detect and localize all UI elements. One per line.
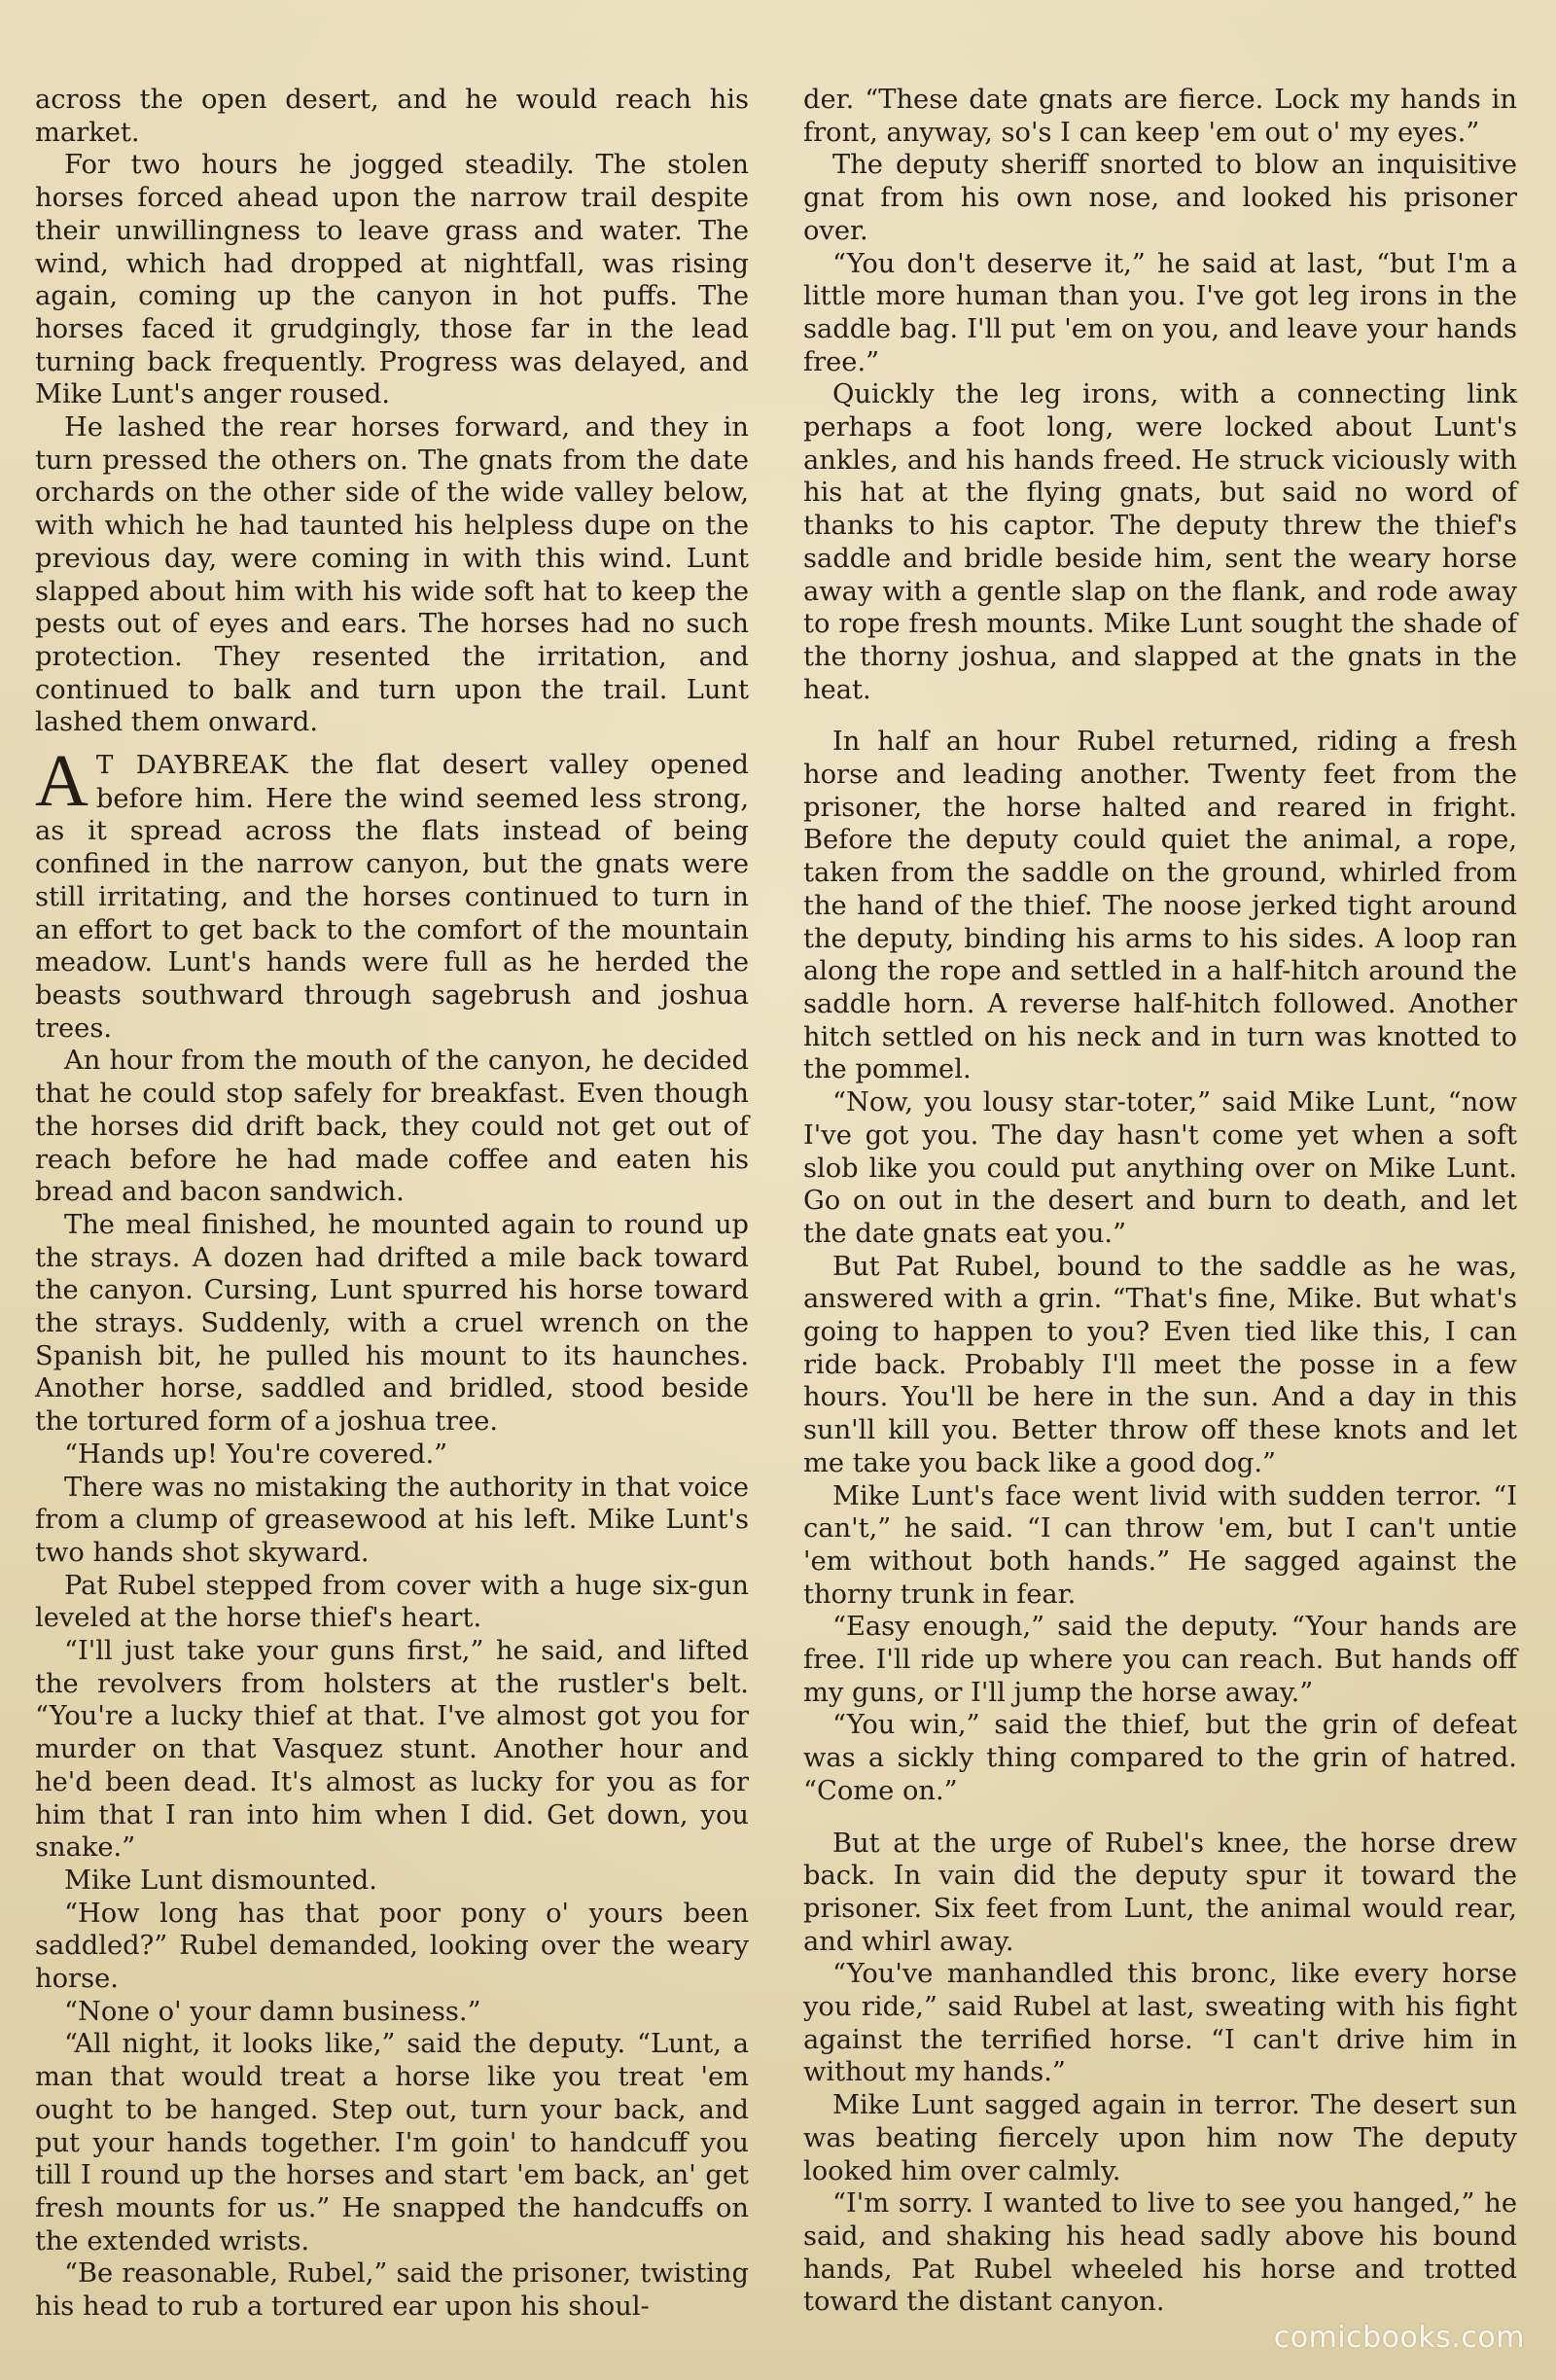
paragraph: “Be reasonable, Rubel,” said the prisoner, twisting his head to rub a tortured ear upon his shoul- xyxy=(35,2258,749,2323)
paragraph: Mike Lunt dismounted. xyxy=(64,1865,377,1896)
right-column xyxy=(803,84,1517,2324)
drop-cap: A xyxy=(35,740,88,823)
paragraph: “All night, it looks like,” said the deputy. “Lunt, a man that would treat a horse like you treat 'em ought to be hanged. Step out, turn your back, and put your hands together. I'm goin' to handcuff you till I round up the horses and start 'em back, an' get fresh mounts for us.” He snapped the handcuffs on the extended wrists. xyxy=(35,2029,749,2256)
paragraph: “How long has that poor pony o' yours been saddled?” Rubel demanded, looking over the weary horse. xyxy=(35,1898,749,1995)
paragraph: The deputy sheriff snorted to blow an inquisitive gnat from his own nose, and looked his prisoner over. xyxy=(803,150,1517,246)
section-opening-caps: T DAYBREAK xyxy=(95,751,289,781)
paragraph: An hour from the mouth of the canyon, he decided that he could stop safely for breakfast. Even though the horses did drift back, they could not get out of reach before he had made coffee and eaten his bread and bacon sandwich. xyxy=(35,1046,749,1208)
paragraph: Mike Lunt's face went livid with sudden terror. “I can't,” he said. “I can throw 'em, but I can't untie 'em without both hands.” He sagged against the thorny trunk in fear. xyxy=(803,1480,1517,1610)
paragraph: “You don't deserve it,” he said at last, “but I'm a little more human than you. I've got leg irons in the saddle bag. I'll put 'em on you, and leave your hands free.” xyxy=(803,248,1517,377)
paragraph: “You've manhandled this bronc, like every horse you ride,” said Rubel at last, sweating with his fight against the terrified horse. “I can't drive him in without my hands.” xyxy=(803,1959,1517,2088)
paragraph: “None o' your damn business.” xyxy=(64,1996,481,2027)
paragraph: “Hands up! You're covered.” xyxy=(64,1439,448,1470)
section-opening-text: the flat desert valley opened before him. Here the wind seemed less strong, as it spread across the flats instead of being confined in the narrow canyon, but the gnats were still irritating, and the horses continued to turn in an effort to get back to the comfort of the mountain meadow. Lunt's hands were full as he herded the beasts southward through sagebrush and joshua trees. xyxy=(35,750,749,1044)
left-column xyxy=(35,84,749,2324)
paragraph: In half an hour Rubel returned, riding a fresh horse and leading another. Twenty feet from the prisoner, the horse halted and reared in fright. Before the deputy could quiet the animal, a rope, taken from the saddle on the ground, whirled from the hand of the thief. The noose jerked tight around the deputy, binding his arms to his sides. A loop ran along the rope and settled in a half-hitch around the saddle horn. A reverse half-hitch followed. Another hitch settled on his neck and in turn was knotted to the pommel. xyxy=(803,727,1517,1085)
paragraph: “Now, you lousy star-toter,” said Mike Lunt, “now I've got you. The day hasn't come yet when a soft slob like you could put anything over on Mike Lunt. Go on out in the desert and burn to death, and let the date gnats eat you.” xyxy=(803,1087,1517,1249)
paragraph: For two hours he jogged steadily. The stolen horses forced ahead upon the narrow trail despite their unwillingness to leave grass and water. The wind, which had dropped at nightfall, was rising again, coming up the canyon in hot puffs. The horses faced it grudgingly, those far in the lead turning back frequently. Progress was delayed, and Mike Lunt's anger roused. xyxy=(35,150,749,410)
paragraph: “Easy enough,” said the deputy. “Your hands are free. I'll ride up where you can reach. But hands off my guns, or I'll jump the horse away.” xyxy=(803,1612,1517,1708)
paragraph: There was no mistaking the authority in that voice from a clump of greasewood at his left. Mike Lunt's two hands shot skyward. xyxy=(35,1472,749,1568)
paragraph: But at the urge of Rubel's knee, the horse drew back. In vain did the deputy spur it toward the prisoner. Six feet from Lunt, the animal would rear, and whirl away. xyxy=(803,1828,1517,1957)
paragraph: He lashed the rear horses forward, and they in turn pressed the others on. The gnats from the date orchards on the other side of the wide valley below, with which he had taunted his helpless dupe on the previous day, were coming in with this wind. Lunt slapped about him with his wide soft hat to keep the pests out of eyes and ears. The horses had no such protection. They resented the irritation, and continued to balk and turn upon the trail. Lunt lashed them onward. xyxy=(35,412,749,738)
paragraph: Quickly the leg irons, with a connecting link perhaps a foot long, were locked about Lunt's ankles, and his hands freed. He struck viciously with his hat at the flying gnats, but said no word of thanks to his captor. The deputy threw the thief's saddle and bridle beside him, sent the weary horse away with a gentle slap on the flank, and rode away to rope fresh mounts. Mike Lunt sought the shade of the thorny joshua, and slapped at the gnats in the heat. xyxy=(803,379,1517,705)
paragraph: der. “These date gnats are fierce. Lock my hands in front, anyway, so's I can keep 'em out o' my eyes.” xyxy=(803,85,1517,148)
paragraph: Pat Rubel stepped from cover with a huge six-gun leveled at the horse thief's heart. xyxy=(35,1570,749,1634)
paragraph: The meal finished, he mounted again to round up the strays. A dozen had drifted a mile back toward the canyon. Cursing, Lunt spurred his horse toward the strays. Suddenly, with a cruel wrench on the Spanish bit, he pulled his mount to its haunches. Another horse, saddled and bridled, stood beside the tortured form of a joshua tree. xyxy=(35,1209,749,1438)
paragraph: “You win,” said the thief, but the grin of defeat was a sickly thing compared to the grin of hatred. “Come on.” xyxy=(803,1710,1517,1806)
section-opening-paragraph xyxy=(35,740,749,1045)
paragraph: “I'm sorry. I wanted to live to see you hanged,” he said, and shaking his head sadly above his bound hands, Pat Rubel wheeled his horse and trotted toward the distant canyon. xyxy=(803,2188,1517,2318)
site-watermark: comicbooks.com xyxy=(1273,2321,1525,2355)
text-columns xyxy=(35,84,1517,2324)
paragraph: Mike Lunt sagged again in terror. The desert sun was beating fiercely upon him now The deputy looked him over calmly. xyxy=(803,2090,1517,2186)
paragraph: “I'll just take your guns first,” he said, and lifted the revolvers from holsters at the rustler's belt. “You're a lucky thief at that. I've almost got you for murder on that Vasquez stunt. Another hour and he'd been dead. It's almost as lucky for you as for him that I ran into him when I did. Get down, you snake.” xyxy=(35,1636,749,1864)
paragraph: across the open desert, and he would reach his market. xyxy=(35,85,749,148)
paragraph: But Pat Rubel, bound to the saddle as he was, answered with a grin. “That's fine, Mike. But what's going to happen to you? Even tied like this, I can ride back. Probably I'll meet the posse in a few hours. You'll be here in the sun. And a day in this sun'll kill you. Better throw off these knots and let me take you back like a good dog.” xyxy=(803,1251,1517,1478)
